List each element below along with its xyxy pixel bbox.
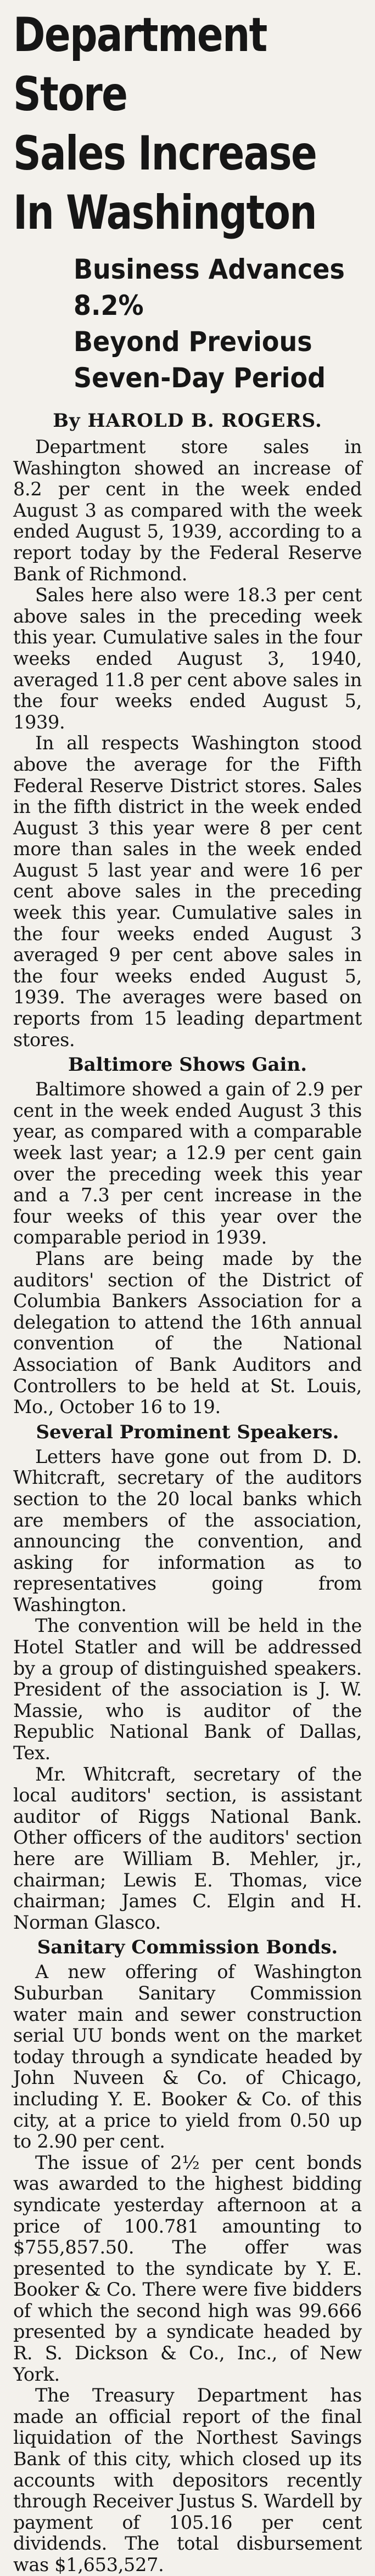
article-paragraph: Department store sales in Washington showed an increase of 8.2 per cent in the week ended August 3 as compared with the week ended August 5, 1939, according to a report today by the Federal Reserve Bank of Richmond. <box>13 436 362 585</box>
headline <box>13 5 362 242</box>
article-paragraph: The convention will be held in the Hotel Statler and will be addressed by a group of distinguished speakers. President of the association is J. W. Massie, who is auditor of the Republic National Bank of Dallas, Tex. <box>13 1615 362 1764</box>
byline: By HAROLD B. ROGERS. <box>53 410 322 432</box>
deck-line: Business Advances 8.2% <box>74 253 345 321</box>
article-paragraph: The issue of 2½ per cent bonds was awarded to the highest bidding syndicate yesterday afternoon at a price of 100.781 amounting to $755,857.50. The offer was presented to the syndicate by Y. E. Booker & Co. There were five bidders of which the second high was 99.666 presented by a syndicate headed by R. S. Dickson & Co., Inc., of New York. <box>13 2151 362 2385</box>
article-paragraph: Plans are being made by the auditors' section of the District of Columbia Bankers Association for a delegation to attend the 16th annual convention of the National Association of Bank Auditors and Controllers to be held at St. Louis, Mo., October 16 to 19. <box>13 1247 362 1418</box>
article-paragraph: The Treasury Department has made an official report of the final liquidation of the Northest Savings Bank of this city, which closed up its accounts with depositors recently through Receiver Justus S. Wardell by payment of 105.16 per cent dividends. The total disbursement was $1,653,527. <box>13 2385 362 2575</box>
subhead-speakers: Several Prominent Speakers. <box>36 1421 339 1443</box>
headline-line: Department Store <box>13 8 267 122</box>
article-paragraph: Letters have gone out from D. D. Whitcraft, secretary of the auditors section to the 20 local banks which are members of the association, announcing the convention, and asking for information as to representatives going from Washington. <box>13 1445 362 1615</box>
deck-line: Beyond Previous <box>74 326 312 358</box>
article-paragraph: A new offering of Washington Suburban Sanitary Commission water main and sewer construction serial UU bonds went on the market today through a syndicate headed by John Nuveen & Co. of Chicago, including Y. E. Booker & Co. of this city, at a price to yield from 0.50 up to 2.90 per cent. <box>13 1961 362 2153</box>
article-paragraph: In all respects Washington stood above the average for the Fifth Federal Reserve District stores. Sales in the fifth district in the week ended August 3 this year were 8 per cent more than sales in the week ended August 5 last year and were 16 per cent above sales in the preceding week this year. Cumulative sales in the four weeks ended August 3 averaged 9 per cent above sales in the four weeks ended August 5, 1939. The averages were based on reports from 15 leading department stores. <box>13 732 362 1050</box>
headline-line: Sales Increase <box>13 126 317 181</box>
article-paragraph: Baltimore showed a gain of 2.9 per cent in the week ended August 3 this year, as compared with a comparable week last year; a 12.9 per cent gain over the preceding week this year and a 7.3 per cent increase in the four weeks of this year over the comparable period in 1939. <box>13 1078 362 1249</box>
deck-line: Seven-Day Period <box>74 362 326 394</box>
article-paragraph: Sales here also were 18.3 per cent above sales in the preceding week this year. Cumulative sales in the four weeks ended August 3, 1940, averaged 11.8 per cent above sales in the four weeks ended August 5, 1939. <box>13 584 362 733</box>
article-paragraph: Mr. Whitcraft, secretary of the local auditors' section, is assistant auditor of Riggs National Bank. Other officers of the auditors' section here are William B. Mehler, jr., chairman; Lewis E. Thomas, vice chairman; James C. Elgin and H. Norman Glasco. <box>13 1763 362 1933</box>
deck <box>74 251 375 396</box>
headline-line: In Washington <box>13 185 316 240</box>
subhead-baltimore: Baltimore Shows Gain. <box>68 1054 307 1076</box>
subhead-sanitary: Sanitary Commission Bonds. <box>37 1936 338 1959</box>
